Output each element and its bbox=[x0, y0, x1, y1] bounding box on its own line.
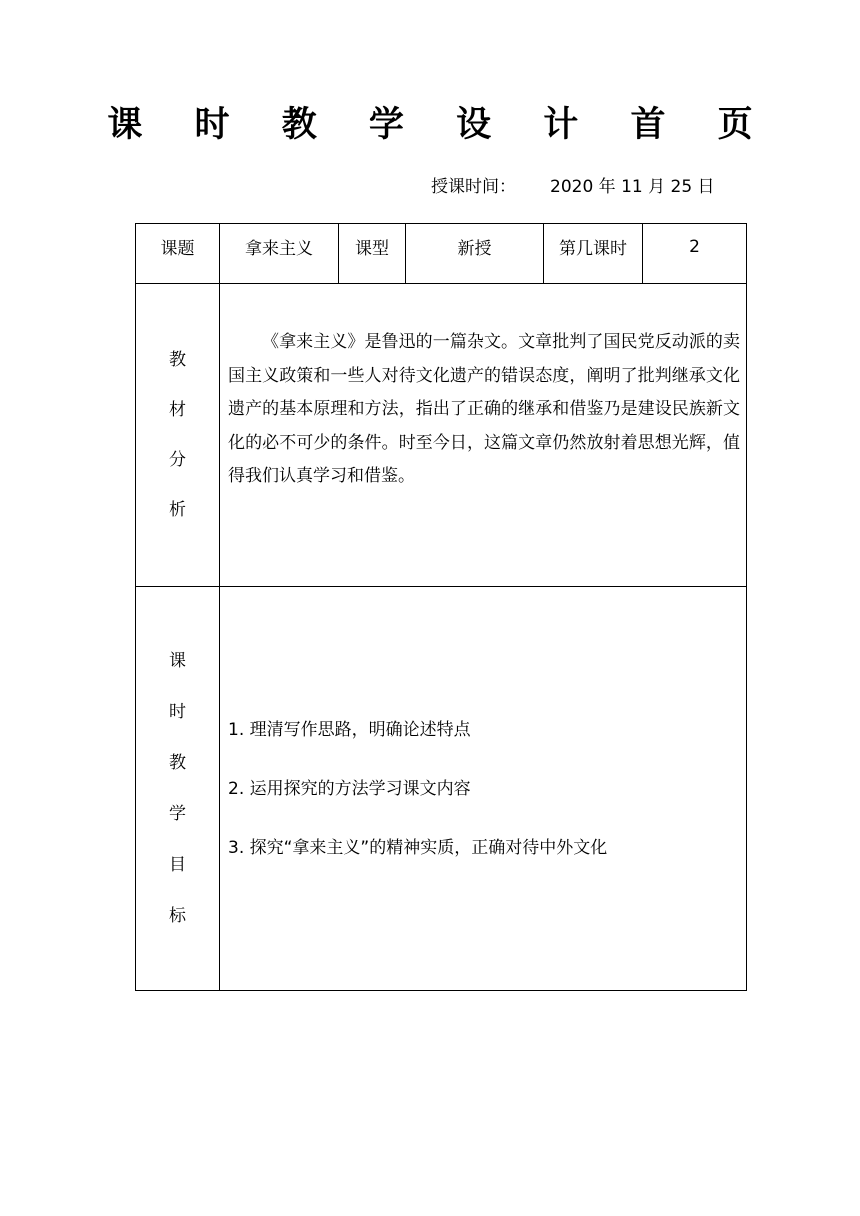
goal-item: 2. 运用探究的方法学习课文内容 bbox=[228, 778, 471, 799]
goals-row bbox=[136, 587, 747, 991]
date-value: 2020 年 11 月 25 日 bbox=[550, 177, 715, 197]
goals-label-char: 标 bbox=[169, 905, 186, 926]
date-label: 授课时间： bbox=[431, 177, 516, 197]
goals-label-char: 学 bbox=[169, 803, 186, 824]
goals-label-char: 目 bbox=[169, 854, 186, 875]
type-value: 新授 bbox=[457, 239, 492, 259]
analysis-text: 《拿来主义》是鲁迅的一篇杂文。文章批判了国民党反动派的卖国主义政策和一些人对待文化遗产的错误态度，阐明了批判继承文化遗产的基本原理和方法，指出了正确的继承和借鉴乃是建设民族新文化的必不可少的条件。时至今日，这篇文章仍然放射着思想光辉，值得我们认真学习和借鉴。 bbox=[220, 284, 747, 587]
goals-label-char: 教 bbox=[169, 752, 186, 773]
analysis-label-char: 分 bbox=[169, 450, 186, 470]
header-row bbox=[136, 224, 747, 284]
period-label: 第几课时 bbox=[559, 239, 627, 259]
analysis-label-char: 析 bbox=[169, 500, 186, 520]
page-title: 课 时 教 学 设 计 首 页 bbox=[107, 105, 773, 145]
analysis-row bbox=[136, 284, 747, 587]
goal-item: 1. 理清写作思路，明确论述特点 bbox=[228, 719, 471, 740]
type-value-cell bbox=[406, 224, 544, 284]
analysis-label-char: 教 bbox=[169, 350, 186, 370]
topic-label-cell bbox=[136, 224, 220, 284]
goals-label-char: 时 bbox=[169, 701, 186, 722]
lesson-plan-table bbox=[135, 223, 747, 991]
goals-list bbox=[220, 587, 747, 991]
analysis-label bbox=[136, 284, 220, 587]
lesson-date bbox=[431, 176, 715, 198]
topic-value-cell bbox=[220, 224, 339, 284]
period-label-cell bbox=[544, 224, 643, 284]
type-label: 课型 bbox=[355, 239, 389, 259]
analysis-label-char: 材 bbox=[169, 400, 186, 420]
period-value: 2 bbox=[689, 236, 700, 257]
topic-label: 课题 bbox=[160, 239, 195, 259]
goals-label bbox=[136, 587, 220, 991]
period-value-cell bbox=[643, 224, 747, 284]
type-label-cell bbox=[339, 224, 406, 284]
goals-label-char: 课 bbox=[169, 650, 186, 671]
topic-value: 拿来主义 bbox=[245, 239, 313, 259]
goal-item: 3. 探究“拿来主义”的精神实质，正确对待中外文化 bbox=[228, 837, 608, 858]
